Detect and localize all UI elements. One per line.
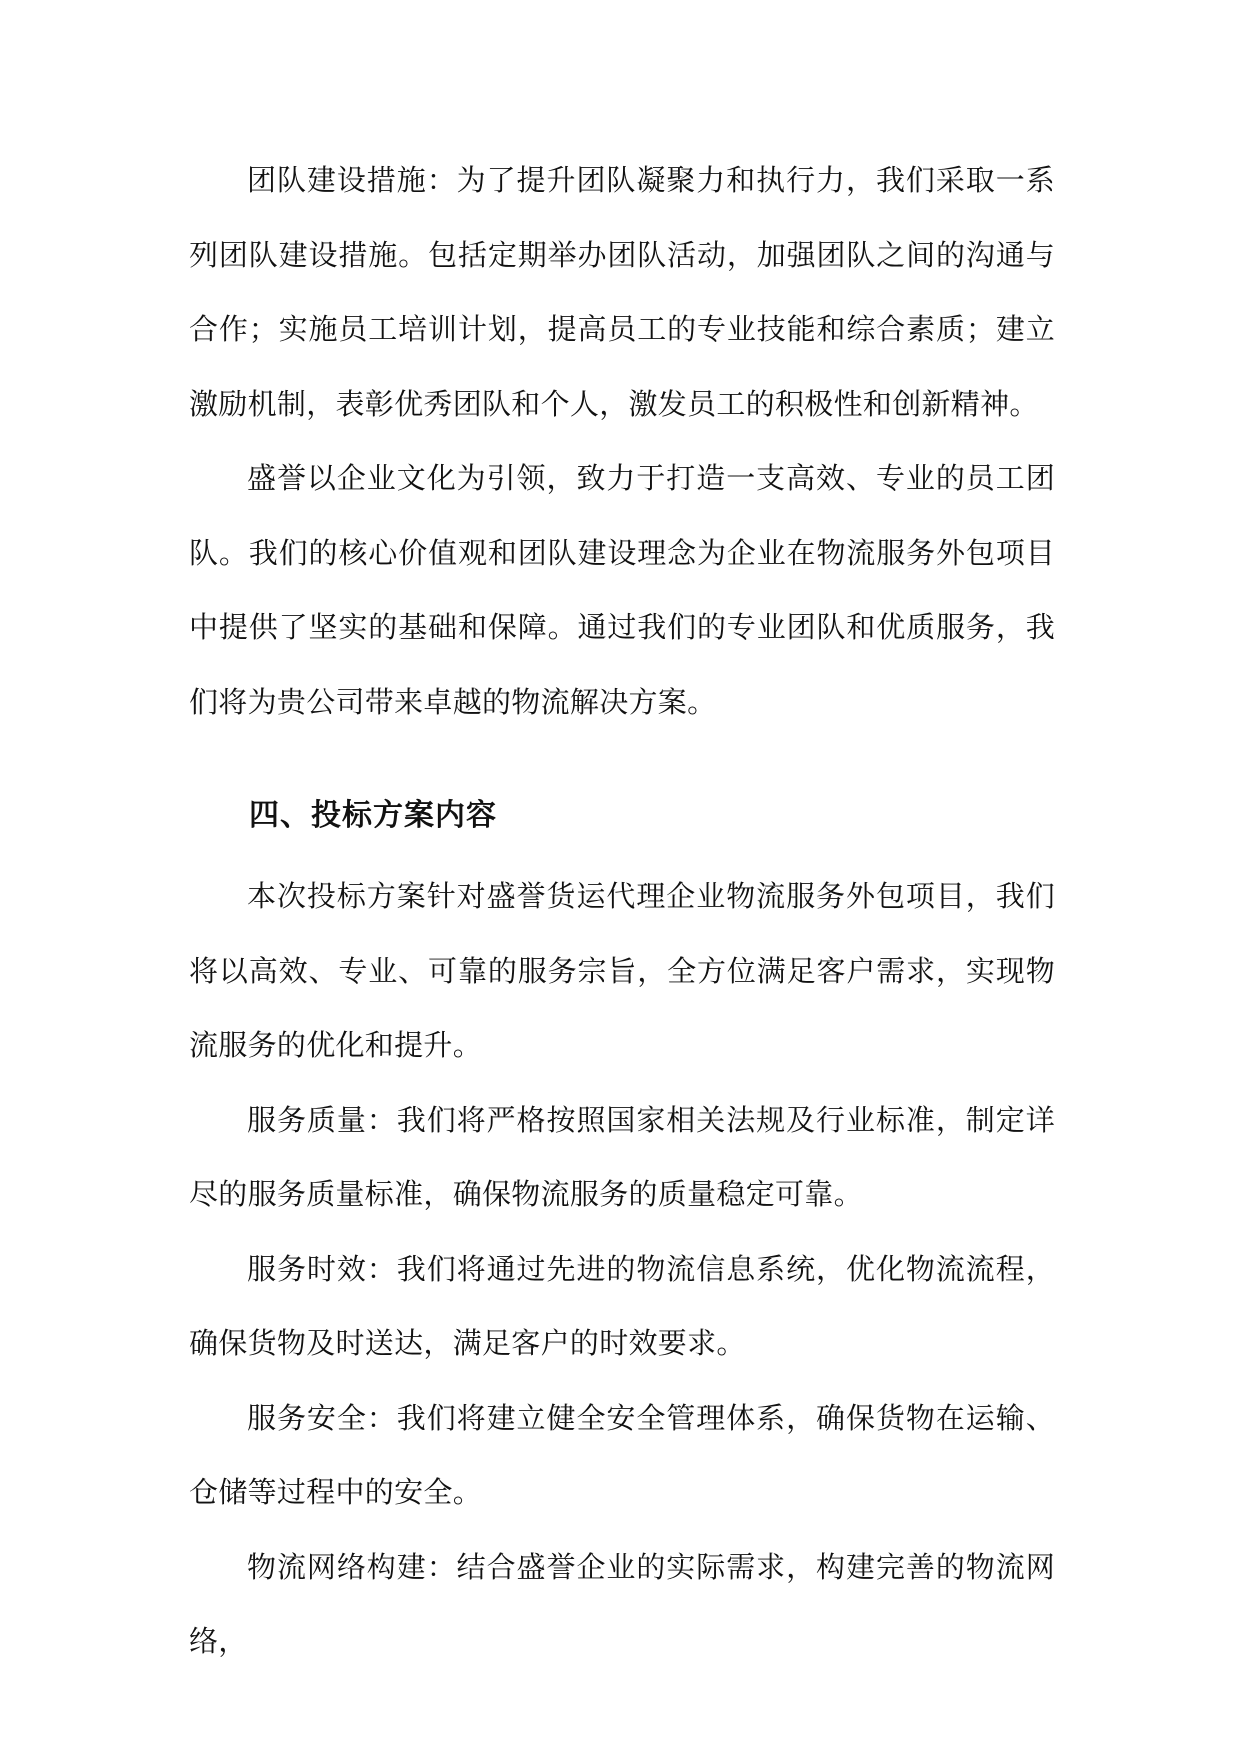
paragraph-service-timeliness: 服务时效：我们将通过先进的物流信息系统，优化物流流程，确保货物及时送达，满足客户的时效要求。	[189, 1251, 1055, 1360]
paragraph-corporate-culture: 盛誉以企业文化为引领，致力于打造一支高效、专业的员工团队。我们的核心价值观和团队建设理念为企业在物流服务外包项目中提供了坚实的基础和保障。通过我们的专业团队和优质服务，我们将为贵公司带来卓越的物流解决方案。	[189, 461, 1055, 719]
paragraph-bid-overview: 本次投标方案针对盛誉货运代理企业物流服务外包项目，我们将以高效、专业、可靠的服务宗旨，全方位满足客户需求，实现物流服务的优化和提升。	[189, 879, 1055, 1062]
section-heading: 四、投标方案内容	[249, 798, 497, 833]
page-content	[189, 143, 1055, 1679]
paragraph-team-building-measures: 团队建设措施：为了提升团队凝聚力和执行力，我们采取一系列团队建设措施。包括定期举办团队活动，加强团队之间的沟通与合作；实施员工培训计划，提高员工的专业技能和综合素质；建立激励机制，表彰优秀团队和个人，激发员工的积极性和创新精神。	[189, 163, 1055, 421]
paragraph-service-safety: 服务安全：我们将建立健全安全管理体系，确保货物在运输、仓储等过程中的安全。	[189, 1400, 1055, 1509]
paragraph-service-quality: 服务质量：我们将严格按照国家相关法规及行业标准，制定详尽的服务质量标准，确保物流服务的质量稳定可靠。	[189, 1102, 1055, 1211]
paragraph-logistics-network: 物流网络构建：结合盛誉企业的实际需求，构建完善的物流网络，	[189, 1549, 1055, 1658]
